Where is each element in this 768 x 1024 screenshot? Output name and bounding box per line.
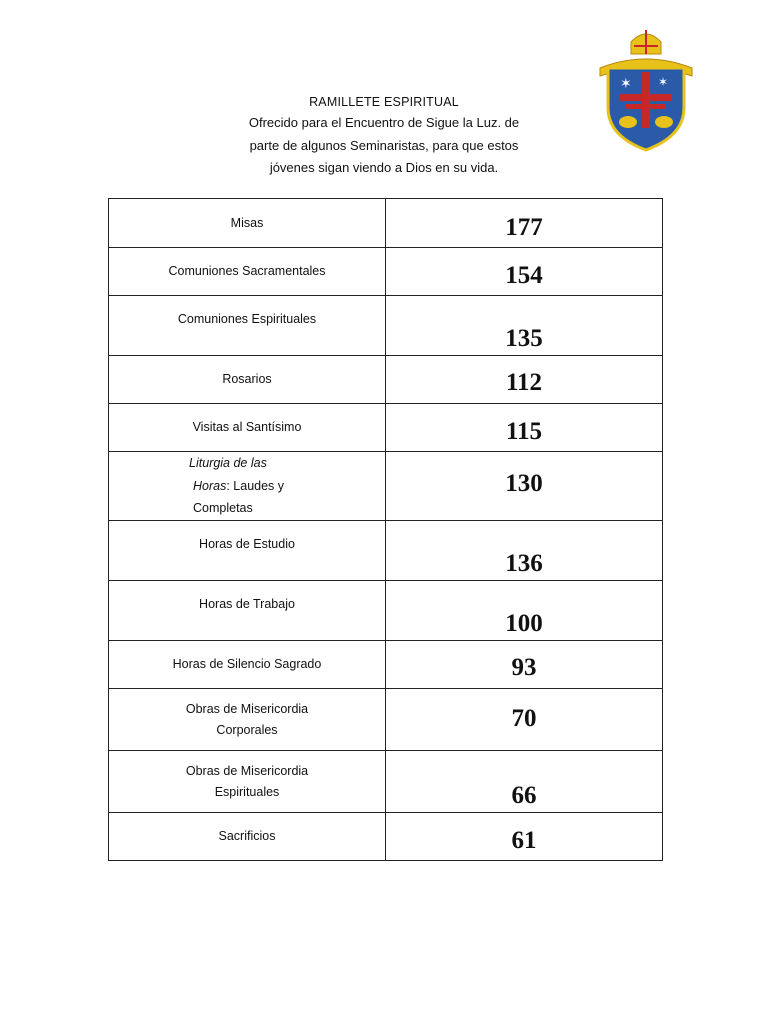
label-line: Obras de Misericordia [185, 701, 309, 716]
label-line: Obras de Misericordia [185, 763, 309, 778]
row-label [109, 296, 386, 356]
table-row [109, 581, 663, 641]
document-header [184, 92, 584, 180]
subtitle-line: parte de algunos Seminaristas, para que estos [249, 137, 519, 153]
row-label: Comuniones Sacramentales [109, 248, 386, 296]
row-value: 66 [386, 751, 663, 813]
row-value: 135 [386, 296, 663, 356]
table-row [109, 404, 663, 452]
table-row [109, 813, 663, 861]
label-italic: Liturgia de las [189, 456, 267, 471]
document-title: RAMILLETE ESPIRITUAL [309, 95, 459, 109]
row-value: 61 [386, 813, 663, 861]
row-label [109, 521, 386, 581]
table-row [109, 641, 663, 689]
row-value: 93 [386, 641, 663, 689]
document-subtitle [184, 112, 584, 180]
row-value: 154 [386, 248, 663, 296]
table-row [109, 689, 663, 751]
row-label: Rosarios [109, 356, 386, 404]
label-line: Espirituales [214, 784, 280, 799]
table-row [109, 521, 663, 581]
label-italic: Horas [193, 478, 227, 493]
row-label: Horas de Silencio Sagrado [109, 641, 386, 689]
label-line: Corporales [216, 722, 278, 737]
table-row [109, 296, 663, 356]
row-value: 136 [386, 521, 663, 581]
liturgy-label [109, 452, 385, 520]
row-value: 115 [386, 404, 663, 452]
table-row [109, 452, 663, 521]
row-label [109, 689, 386, 751]
subtitle-line: jóvenes sigan viendo a Dios en su vida. [269, 160, 499, 175]
svg-text:✶: ✶ [620, 76, 632, 92]
diocesan-crest-icon [596, 24, 696, 152]
table-row [109, 356, 663, 404]
row-value: 177 [386, 199, 663, 248]
offerings-table [108, 198, 663, 861]
row-label-text: Comuniones Espirituales [177, 312, 317, 326]
row-value: 112 [386, 356, 663, 404]
row-label: Visitas al Santísimo [109, 404, 386, 452]
row-value: 130 [386, 452, 663, 521]
label-text: Completas [193, 501, 253, 516]
table-row [109, 199, 663, 248]
row-value: 70 [386, 689, 663, 751]
row-label: Misas [109, 199, 386, 248]
row-label [109, 751, 386, 813]
row-label-text: Horas de Trabajo [199, 597, 295, 611]
row-label [109, 452, 386, 521]
label-text: : Laudes y [226, 478, 285, 493]
table-row [109, 751, 663, 813]
svg-text:✶: ✶ [658, 75, 669, 89]
row-label-text: Horas de Estudio [199, 537, 295, 551]
row-label [109, 581, 386, 641]
row-label: Sacrificios [109, 813, 386, 861]
row-value: 100 [386, 581, 663, 641]
subtitle-line: Ofrecido para el Encuentro de Sigue la Luz. de [248, 115, 520, 130]
table-row [109, 248, 663, 296]
